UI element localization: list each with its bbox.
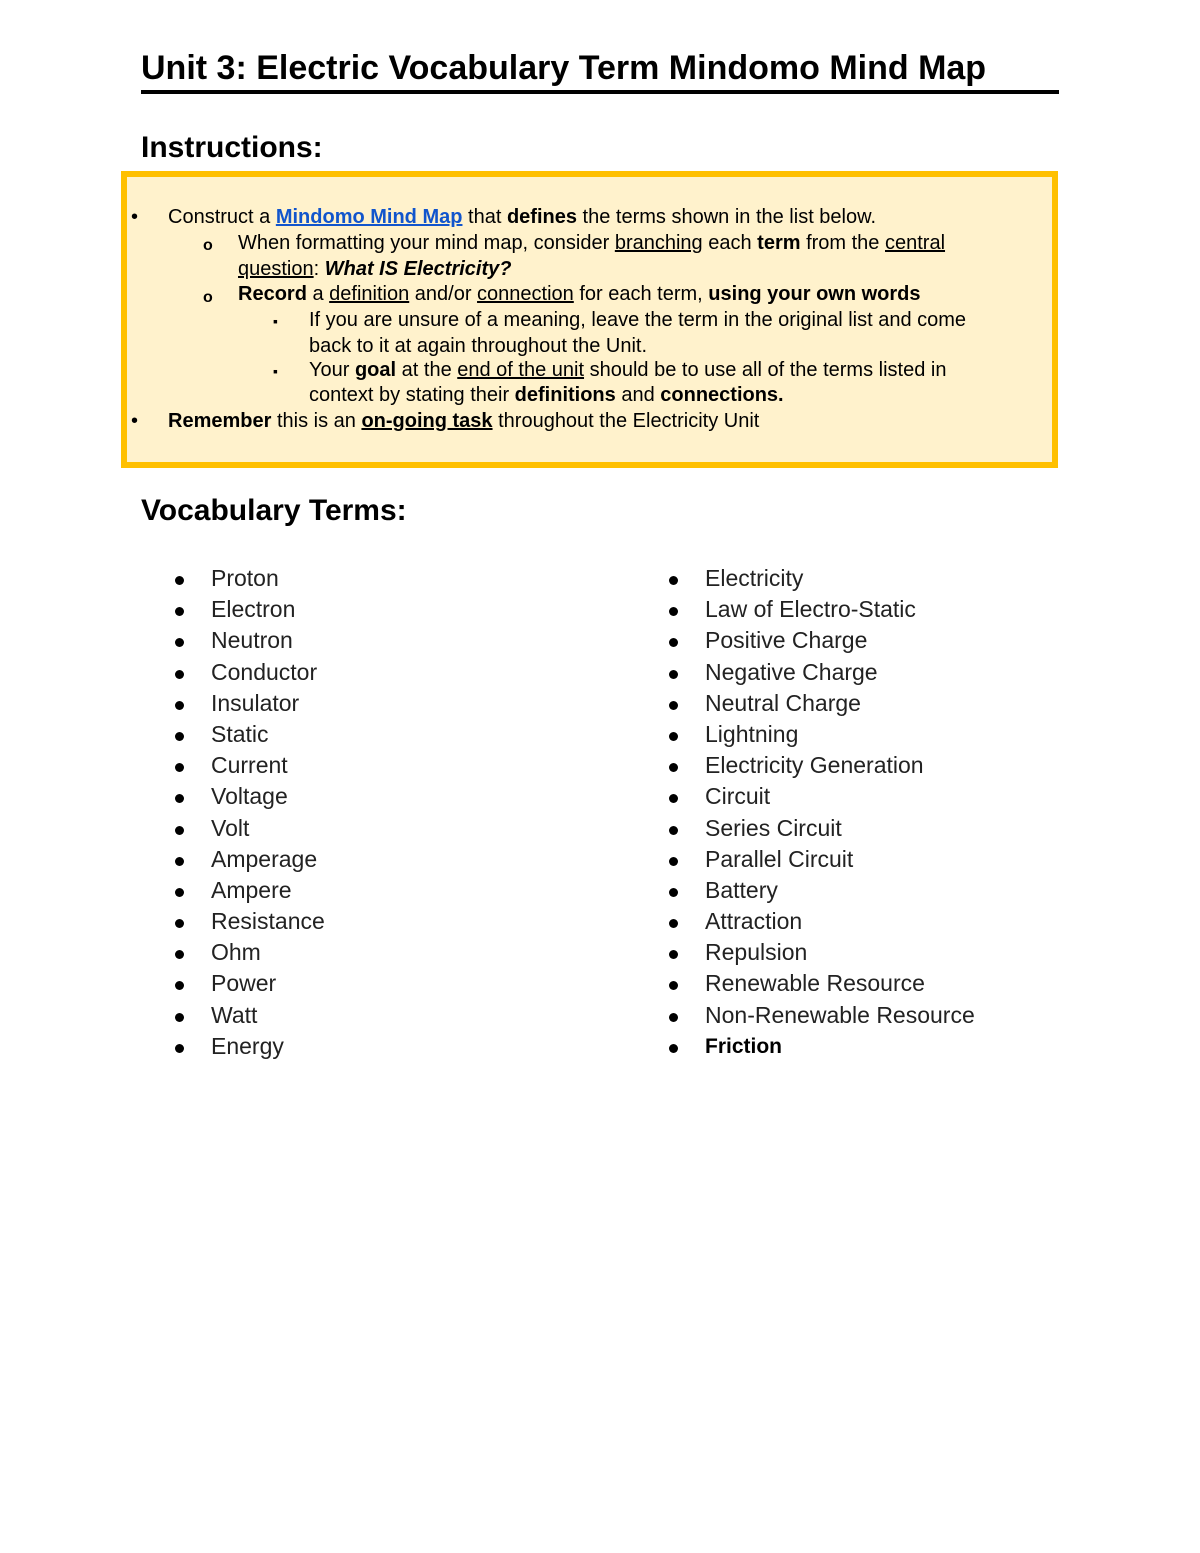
bullet-dot	[175, 1013, 184, 1022]
bullet-dot	[669, 763, 678, 772]
bullet-dot	[175, 888, 184, 897]
vocabulary-term-label: Renewable Resource	[705, 970, 925, 997]
instructions-heading: Instructions:	[141, 131, 323, 164]
bullet-square: ▪	[273, 313, 278, 329]
vocabulary-term	[669, 813, 1089, 844]
bullet-square: ▪	[273, 363, 278, 379]
bullet-dot	[175, 732, 184, 741]
vocabulary-term-label: Friction	[705, 1034, 782, 1058]
vocabulary-term-label: Electricity	[705, 565, 804, 591]
bullet-dot	[669, 1013, 678, 1022]
instruction-formatting-cont: question: What IS Electricity?	[238, 258, 512, 280]
bullet-dot	[175, 794, 184, 803]
instruction-unsure-cont: back to it at again throughout the Unit.	[309, 335, 647, 357]
instruction-construct: Construct a Mindomo Mind Map that defines the terms shown in the list below.	[168, 206, 877, 228]
bullet-dot	[175, 763, 184, 772]
vocabulary-term	[669, 563, 1089, 594]
vocabulary-term	[175, 906, 575, 937]
vocabulary-term	[175, 875, 575, 906]
vocabulary-term-label: Amperage	[211, 845, 318, 872]
vocabulary-term	[669, 781, 1089, 812]
vocabulary-term-label: Positive Charge	[705, 627, 868, 654]
vocabulary-term-label: Parallel Circuit	[705, 845, 854, 872]
vocabulary-term	[669, 594, 1089, 625]
bullet-dot	[175, 701, 184, 710]
bullet-dot	[669, 732, 678, 741]
mindomo-mind-map-link[interactable]: Mindomo Mind Map	[275, 206, 463, 228]
page-title: Unit 3: Electric Vocabulary Term Mindomo Mind Map	[141, 46, 1059, 94]
vocabulary-term-label: Lightning	[705, 720, 799, 747]
vocabulary-term-label: Energy	[211, 1032, 284, 1059]
vocabulary-term	[175, 937, 575, 968]
vocabulary-term	[669, 625, 1089, 656]
bullet-dot	[175, 1044, 184, 1053]
bullet-dot	[175, 857, 184, 866]
instruction-record: Record a definition and/or connection for each term, using your own words	[238, 283, 921, 305]
instruction-unsure: If you are unsure of a meaning, leave the term in the original list and come	[309, 309, 967, 331]
vocabulary-term-label: Electricity Generation	[705, 752, 924, 779]
vocabulary-term	[175, 1031, 575, 1062]
vocabulary-term	[175, 1000, 575, 1031]
vocabulary-term	[175, 719, 575, 750]
bullet-dot	[175, 826, 184, 835]
vocabulary-term	[175, 781, 575, 812]
bullet-dot	[669, 701, 678, 710]
vocabulary-term	[175, 813, 575, 844]
vocabulary-term	[669, 844, 1089, 875]
vocabulary-term-label: Ohm	[211, 939, 261, 966]
vocabulary-term-label: Neutral Charge	[705, 689, 861, 716]
bullet-dot	[175, 607, 184, 616]
bullet-dot	[669, 826, 678, 835]
bullet-dot	[669, 670, 678, 679]
vocabulary-list-right	[669, 563, 1089, 1062]
vocabulary-term-label: Attraction	[705, 908, 803, 935]
vocabulary-term-label: Volt	[211, 814, 250, 841]
bullet-dot	[669, 638, 678, 647]
bullet-dot	[669, 888, 678, 897]
vocabulary-term	[669, 906, 1089, 937]
vocabulary-term-label: Insulator	[211, 689, 300, 716]
bullet-dot	[669, 857, 678, 866]
instruction-remember: Remember this is an on-going task throughout the Electricity Unit	[168, 410, 760, 432]
vocabulary-term	[669, 688, 1089, 719]
vocabulary-term-label: Neutron	[211, 627, 293, 654]
vocabulary-term-label: Ampere	[211, 876, 292, 903]
bullet-dot	[669, 607, 678, 616]
vocabulary-term-label: Conductor	[211, 658, 318, 685]
vocabulary-term-label: Series Circuit	[705, 814, 842, 841]
bullet-dot	[669, 981, 678, 990]
vocabulary-term	[669, 750, 1089, 781]
vocabulary-term-label: Power	[211, 970, 277, 997]
vocabulary-term	[669, 1000, 1089, 1031]
bullet-dot	[175, 950, 184, 959]
bullet-dot	[175, 638, 184, 647]
vocabulary-term-label: Static	[211, 720, 269, 747]
bullet-dot	[669, 919, 678, 928]
vocabulary-term-label: Watt	[211, 1001, 258, 1028]
bullet-disc: •	[131, 410, 139, 432]
vocabulary-list-left	[175, 563, 575, 1062]
vocabulary-term	[669, 875, 1089, 906]
vocabulary-term	[175, 563, 575, 594]
vocabulary-term-label: Circuit	[705, 783, 771, 810]
instruction-goal: Your goal at the end of the unit should be to use all of the terms listed in	[309, 359, 947, 381]
bullet-dot	[175, 670, 184, 679]
vocabulary-term-label: Current	[211, 752, 288, 779]
vocabulary-term	[175, 688, 575, 719]
vocabulary-term	[669, 657, 1089, 688]
vocabulary-heading: Vocabulary Terms:	[141, 494, 407, 527]
vocabulary-term	[175, 625, 575, 656]
vocabulary-term-label: Resistance	[211, 908, 325, 935]
vocabulary-term	[669, 937, 1089, 968]
bullet-dot	[175, 576, 184, 585]
vocabulary-term	[175, 844, 575, 875]
vocabulary-term	[175, 968, 575, 999]
vocabulary-term	[669, 719, 1089, 750]
bullet-dot	[175, 981, 184, 990]
vocabulary-term	[175, 594, 575, 625]
instruction-goal-cont: context by stating their definitions and connections.	[309, 384, 784, 406]
bullet-dot	[669, 1044, 678, 1053]
bullet-circle: o	[203, 237, 213, 254]
vocabulary-term	[175, 750, 575, 781]
vocabulary-term-label: Law of Electro-Static	[705, 596, 916, 623]
bullet-disc: •	[131, 206, 139, 228]
vocabulary-term	[669, 1031, 1089, 1062]
vocabulary-term-label: Electron	[211, 596, 296, 623]
vocabulary-term-label: Negative Charge	[705, 658, 878, 685]
vocabulary-term-label: Battery	[705, 876, 778, 903]
vocabulary-term-label: Voltage	[211, 783, 288, 810]
bullet-dot	[669, 950, 678, 959]
vocabulary-term	[175, 657, 575, 688]
vocabulary-term-label: Non-Renewable Resource	[705, 1001, 975, 1028]
vocabulary-term	[669, 968, 1089, 999]
vocabulary-term-label: Proton	[211, 565, 279, 591]
bullet-dot	[175, 919, 184, 928]
bullet-dot	[669, 794, 678, 803]
bullet-circle: o	[203, 289, 213, 306]
instruction-formatting: When formatting your mind map, consider branching each term from the central	[238, 232, 946, 254]
bullet-dot	[669, 576, 678, 585]
vocabulary-term-label: Repulsion	[705, 939, 808, 966]
